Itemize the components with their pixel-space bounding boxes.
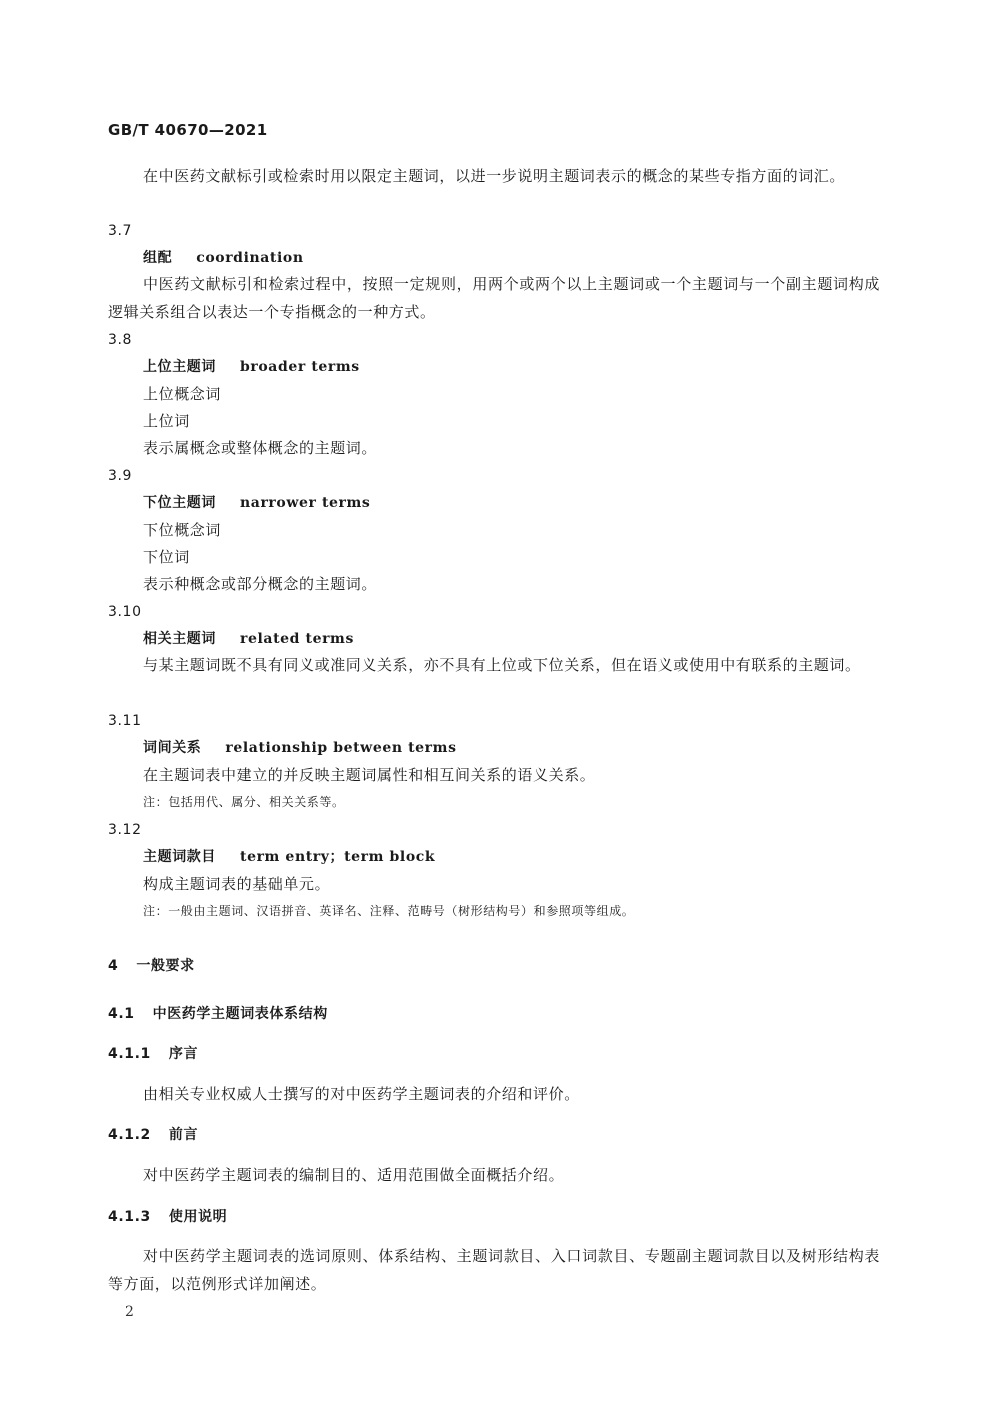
subsubsection-heading bbox=[108, 1125, 198, 1145]
subsection-number: 4.1 bbox=[108, 1006, 135, 1022]
section-title: 一般要求 bbox=[136, 958, 195, 974]
subsubsection-title: 使用说明 bbox=[168, 1209, 228, 1225]
term-zh: 主题词款目 bbox=[143, 849, 216, 865]
subsubsection-number: 4.1.1 bbox=[108, 1046, 151, 1062]
subsubsection-number: 4.1.3 bbox=[108, 1209, 151, 1225]
section-number: 4 bbox=[108, 958, 119, 974]
term-synonym: 下位概念词 bbox=[143, 521, 222, 539]
term-synonym: 上位概念词 bbox=[143, 385, 222, 403]
term-definition: 构成主题词表的基础单元。 bbox=[143, 875, 331, 893]
term-definition: 在主题词表中建立的并反映主题词属性和相互间关系的语义关系。 bbox=[143, 766, 596, 784]
term-definition: 与某主题词既不具有同义或准同义关系，亦不具有上位或下位关系，但在语义或使用中有联系的主题词。 bbox=[143, 656, 861, 674]
term-en: relationship between terms bbox=[225, 740, 457, 756]
term-en: broader terms bbox=[240, 359, 360, 375]
term-heading bbox=[143, 629, 354, 649]
page-number: 2 bbox=[125, 1304, 135, 1320]
intro-paragraph: 在中医药文献标引或检索时用以限定主题词，以进一步说明主题词表示的概念的某些专指方面的词汇。 bbox=[143, 167, 846, 185]
term-note: 注：一般由主题词、汉语拼音、英译名、注释、范畴号（树形结构号）和参照项等组成。 bbox=[143, 904, 635, 918]
standard-code: GB/T 40670—2021 bbox=[108, 121, 268, 139]
term-en: term entry；term block bbox=[240, 849, 436, 865]
term-zh: 下位主题词 bbox=[143, 495, 216, 511]
term-synonym: 上位词 bbox=[143, 412, 190, 430]
term-en: narrower terms bbox=[240, 495, 371, 511]
term-definition: 表示属概念或整体概念的主题词。 bbox=[143, 439, 378, 457]
term-zh: 词间关系 bbox=[143, 740, 202, 756]
subsection-paragraph: 对中医药学主题词表的编制目的、适用范围做全面概括介绍。 bbox=[143, 1166, 565, 1184]
term-heading bbox=[143, 248, 304, 268]
term-en: related terms bbox=[240, 631, 354, 647]
term-heading bbox=[143, 847, 435, 867]
term-zh: 上位主题词 bbox=[143, 359, 216, 375]
subsubsection-title: 前言 bbox=[168, 1127, 199, 1143]
term-en: coordination bbox=[196, 250, 304, 266]
term-definition: 表示种概念或部分概念的主题词。 bbox=[143, 575, 378, 593]
subsubsection-number: 4.1.2 bbox=[108, 1127, 151, 1143]
term-number: 3.9 bbox=[108, 468, 133, 484]
term-heading bbox=[143, 738, 457, 758]
subsection-paragraph: 由相关专业权威人士撰写的对中医药学主题词表的介绍和评价。 bbox=[143, 1085, 580, 1103]
term-heading bbox=[143, 357, 360, 377]
subsubsection-heading bbox=[108, 1207, 227, 1227]
subsection-heading bbox=[108, 1004, 328, 1024]
term-number: 3.8 bbox=[108, 332, 133, 348]
term-definition: 中医药文献标引和检索过程中，按照一定规则，用两个或两个以上主题词或一个主题词与一个副主题词构成逻辑关系组合以表达一个专指概念的一种方式。 bbox=[108, 275, 880, 321]
term-note: 注：包括用代、属分、相关关系等。 bbox=[143, 795, 345, 809]
term-zh: 组配 bbox=[143, 250, 173, 266]
subsubsection-title: 序言 bbox=[168, 1046, 199, 1062]
subsection-paragraph: 对中医药学主题词表的选词原则、体系结构、主题词款目、入口词款目、专题副主题词款目以及树形结构表等方面，以范例形式详加阐述。 bbox=[108, 1247, 880, 1293]
term-synonym: 下位词 bbox=[143, 548, 190, 566]
term-number: 3.7 bbox=[108, 223, 133, 239]
term-number: 3.10 bbox=[108, 604, 142, 620]
term-heading bbox=[143, 493, 370, 513]
section-heading bbox=[108, 956, 195, 976]
term-number: 3.11 bbox=[108, 713, 142, 729]
subsubsection-heading bbox=[108, 1044, 198, 1064]
subsection-title: 中医药学主题词表体系结构 bbox=[152, 1006, 328, 1022]
term-number: 3.12 bbox=[108, 822, 142, 838]
term-zh: 相关主题词 bbox=[143, 631, 216, 647]
